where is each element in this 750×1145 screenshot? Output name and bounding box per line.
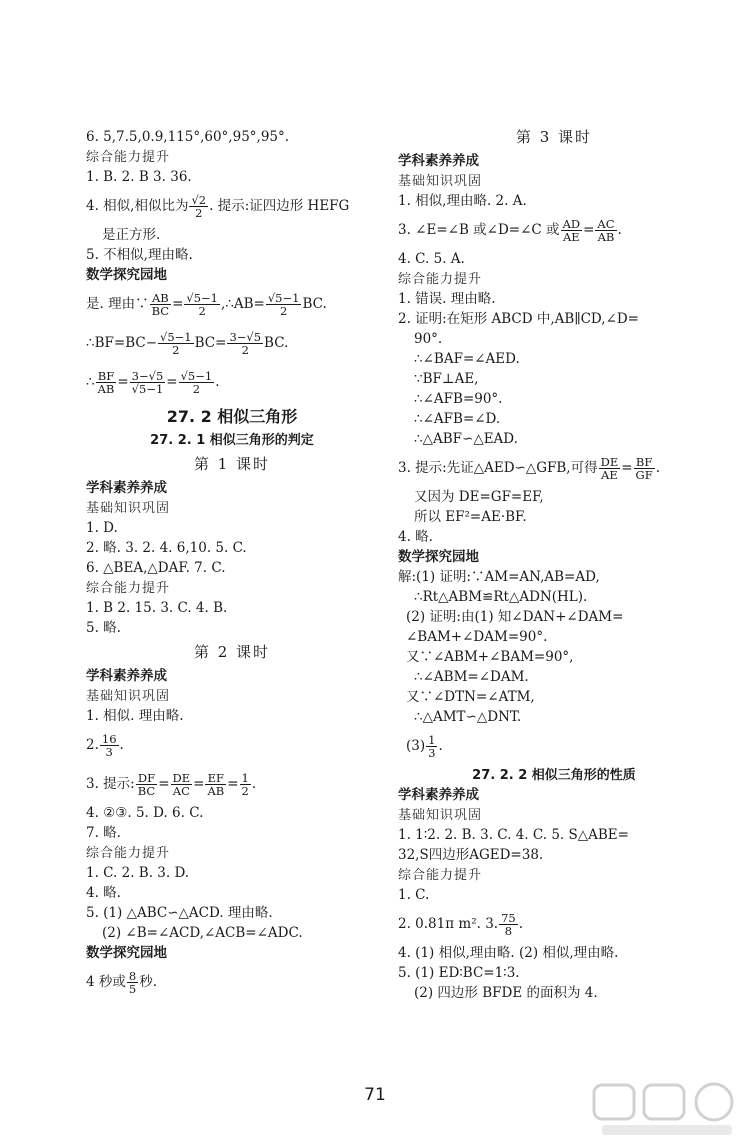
answer-line: 解:(1) 证明:∵AM=AN,AB=AD, — [398, 569, 600, 585]
text: (3) — [406, 738, 426, 754]
text: . — [215, 374, 220, 390]
answer-line — [86, 194, 378, 219]
section-heading: 数学探究园地 — [398, 549, 479, 565]
answer-line: 1. C. 2. B. 3. D. — [86, 865, 190, 881]
answer-line: 1. 1∶2. 2. B. 3. C. 4. C. 5. S△ABE= — [398, 827, 629, 843]
denominator: 3 — [428, 746, 436, 760]
answer-line: 7. 略. — [86, 825, 121, 841]
answer-line: 32,S四边形AGED=38. — [398, 847, 544, 863]
text: 3. 提示:先证△AED∽△GFB,可得 — [398, 460, 598, 476]
denominator: AB — [207, 784, 225, 798]
fraction — [227, 331, 263, 356]
text: 3. ∠E=∠B 或∠D=∠C 或 — [398, 222, 560, 238]
text: = — [227, 776, 239, 792]
text: . 提示:证四边形 HEFG — [209, 198, 350, 214]
answer-line — [398, 456, 710, 481]
answer-line — [398, 734, 710, 759]
denominator: GF — [635, 468, 653, 482]
text: 秒. — [139, 974, 158, 990]
answer-line: 1. 相似,理由略. 2. A. — [398, 193, 527, 209]
numerator: √5−1 — [160, 330, 192, 344]
text: BC. — [264, 335, 289, 351]
fraction — [595, 218, 616, 243]
text: = — [117, 374, 129, 390]
answer-line: 6. 5,7.5,0.9,115°,60°,95°,95°. — [86, 129, 290, 145]
answer-line: 5. (1) △ABC∽△ACD. 理由略. — [86, 905, 273, 921]
text: ∴BF=BC− — [86, 335, 158, 351]
answer-line: (2) 四边形 BFDE 的面积为 4. — [414, 985, 598, 1001]
numerator: AB — [150, 292, 171, 305]
text: . — [617, 222, 622, 238]
answer-line: 4. ②③. 5. D. 6. C. — [86, 805, 204, 821]
text: 4 秒或 — [86, 974, 126, 990]
numerator: AC — [597, 217, 615, 231]
denominator: 5 — [128, 982, 137, 996]
text: ,∴AB= — [220, 296, 265, 312]
answer-line: 1. B. 2. B 3. 36. — [86, 169, 192, 185]
fraction — [634, 456, 655, 481]
answer-line: ∴△ABF∽△EAD. — [414, 431, 518, 447]
section-heading: 学科素养养成 — [398, 787, 479, 803]
fraction — [240, 772, 251, 797]
denominator: 2 — [198, 304, 206, 318]
fraction — [561, 218, 583, 243]
numerator: 1 — [241, 771, 249, 785]
answer-line: 6. △BEA,△DAF. 7. C. — [86, 560, 226, 576]
fraction — [100, 733, 119, 758]
section-heading: 综合能力提升 — [86, 846, 171, 861]
text: 是. 理由∵ — [86, 296, 149, 312]
denominator: 2 — [172, 343, 180, 357]
answer-line: (2) 证明:由(1) 知∠DAN+∠DAM= — [406, 609, 624, 625]
section-heading: 综合能力提升 — [398, 272, 483, 287]
answer-line — [398, 218, 710, 243]
answer-line: ∴△AMT∽△DNT. — [414, 709, 522, 725]
denominator: AB — [97, 382, 115, 396]
denominator: √5−1 — [131, 382, 164, 396]
text: 2. — [86, 737, 99, 753]
text: = — [621, 460, 633, 476]
numerator: DE — [172, 771, 191, 785]
answer-line — [86, 292, 378, 317]
answer-line: 2. 略. 3. 2. 4. 6,10. 5. C. — [86, 540, 247, 556]
fraction — [189, 194, 208, 219]
text: . — [119, 737, 124, 753]
text: BC. — [302, 296, 327, 312]
answer-line: 2. 证明:在矩形 ABCD 中,AB∥CD,∠D= — [398, 311, 639, 327]
numerator: 8 — [128, 969, 137, 983]
section-heading: 学科素养养成 — [398, 153, 479, 169]
answer-line: 5. 不相似,理由略. — [86, 247, 193, 263]
numerator: AD — [562, 217, 581, 231]
numerator: √5−1 — [267, 291, 300, 305]
denominator: BC — [137, 784, 156, 798]
denominator: AC — [172, 784, 190, 798]
text: BC= — [194, 335, 227, 351]
answer-line: 1. 错误. 理由略. — [398, 291, 496, 307]
fraction — [179, 370, 215, 395]
numerator: BF — [634, 456, 655, 469]
subsection-title: 27. 2. 1 相似三角形的判定 — [150, 433, 314, 448]
denominator: 2 — [195, 206, 203, 220]
denominator: 2 — [241, 343, 249, 357]
answer-line: 所以 EF²=AE·BF. — [414, 509, 527, 525]
answer-line: ∵BF⊥AE, — [414, 371, 479, 387]
fraction — [136, 772, 157, 797]
numerator: EF — [205, 772, 226, 785]
section-heading: 基础知识巩固 — [86, 689, 171, 704]
numerator: DF — [136, 772, 157, 785]
fraction — [599, 456, 621, 481]
right-column — [398, 130, 710, 1001]
text: 2. 0.81π m². 3. — [398, 916, 499, 932]
answer-line — [86, 772, 378, 797]
denominator: 3 — [105, 745, 113, 759]
answer-line: ∴∠ABM=∠DAM. — [414, 669, 529, 685]
section-heading: 综合能力提升 — [86, 581, 171, 596]
answer-line: 是正方形. — [102, 227, 161, 243]
text: = — [583, 222, 595, 238]
fraction — [130, 370, 166, 395]
fraction — [499, 912, 518, 937]
answer-line: ∴Rt△ABM≌Rt△ADN(HL). — [414, 589, 588, 605]
answer-line: 90°. — [414, 331, 443, 347]
answer-line: 1. C. — [398, 887, 430, 903]
answer-line — [86, 331, 378, 356]
section-heading: 数学探究园地 — [86, 945, 167, 961]
numerator: 1 — [428, 733, 436, 747]
section-heading: 综合能力提升 — [86, 150, 171, 165]
chapter-title: 27. 2 相似三角形 — [166, 407, 298, 426]
fraction — [184, 292, 220, 317]
text: . — [438, 738, 443, 754]
denominator: 2 — [241, 784, 249, 798]
fraction — [127, 970, 138, 995]
text: . — [655, 460, 660, 476]
lesson-title: 第 3 课时 — [515, 128, 593, 146]
denominator: BC — [151, 304, 170, 318]
numerator: BF — [96, 370, 117, 383]
fraction — [150, 292, 171, 317]
answer-line: 5. 略. — [86, 620, 121, 636]
text: 4. 相似,相似比为 — [86, 198, 189, 214]
section-heading: 基础知识巩固 — [398, 174, 483, 189]
answer-line: 4. 略. — [398, 529, 433, 545]
answer-line: ∴∠BAF=∠AED. — [414, 351, 520, 367]
answer-line: 又∵∠DTN=∠ATM, — [406, 689, 535, 705]
denominator: AE — [562, 230, 580, 244]
left-column — [86, 130, 378, 995]
section-heading: 学科素养养成 — [86, 668, 167, 684]
section-heading: 学科素养养成 — [86, 480, 167, 496]
fraction — [158, 331, 194, 356]
section-heading: 基础知识巩固 — [86, 501, 171, 516]
answer-line: 又因为 DE=GF=EF, — [414, 489, 544, 505]
answer-line — [86, 970, 378, 995]
fraction — [266, 292, 302, 317]
text: ∴ — [86, 374, 95, 390]
numerator: √5−1 — [180, 369, 213, 383]
text: = — [166, 374, 178, 390]
answer-line: 1. 相似. 理由略. — [86, 708, 184, 724]
numerator: 16 — [101, 732, 117, 746]
text: . — [251, 776, 257, 792]
fraction — [426, 734, 437, 759]
text: = — [172, 296, 184, 312]
numerator: √2 — [191, 193, 207, 207]
denominator: 2 — [192, 382, 201, 396]
answer-line — [86, 733, 378, 758]
answer-line: 4. 略. — [86, 885, 121, 901]
numerator: 75 — [501, 911, 516, 925]
text: 3. 提示: — [86, 776, 135, 792]
section-heading: 综合能力提升 — [398, 868, 483, 883]
denominator: 8 — [504, 924, 513, 938]
fraction — [171, 772, 193, 797]
text: . — [518, 916, 524, 932]
lesson-title: 第 2 课时 — [193, 643, 271, 661]
answer-line: ∴∠AFB=90°. — [414, 391, 503, 407]
answer-line: ∠BAM+∠DAM=90°. — [406, 629, 548, 645]
denominator: AE — [601, 468, 618, 482]
fraction — [96, 370, 117, 395]
answer-line: 1. B 2. 15. 3. C. 4. B. — [86, 600, 228, 616]
answer-line: 又∵∠ABM+∠BAM=90°, — [406, 649, 574, 665]
page-number: 71 — [364, 1085, 386, 1105]
answer-line: 4. (1) 相似,理由略. (2) 相似,理由略. — [398, 945, 619, 961]
text: = — [193, 776, 205, 792]
subsection-title: 27. 2. 2 相似三角形的性质 — [472, 768, 636, 783]
answer-line — [86, 370, 378, 395]
denominator: AB — [597, 230, 615, 244]
section-heading: 基础知识巩固 — [398, 808, 483, 823]
section-heading: 数学探究园地 — [86, 267, 167, 283]
answer-line: ∴∠AFB=∠D. — [414, 411, 501, 427]
numerator: 3−√5 — [229, 330, 262, 344]
numerator: DE — [600, 455, 619, 469]
watermark-logo-icon — [592, 1081, 742, 1139]
numerator: √5−1 — [186, 291, 218, 305]
answer-line: 1. D. — [86, 520, 118, 536]
answer-line: 4. C. 5. A. — [398, 251, 465, 267]
numerator: 3−√5 — [131, 369, 164, 383]
answer-line — [398, 912, 710, 937]
answer-line: (2) ∠B=∠ACD,∠ACB=∠ADC. — [102, 925, 303, 941]
lesson-title: 第 1 课时 — [193, 455, 271, 473]
denominator: 2 — [280, 304, 288, 318]
answer-line: 5. (1) ED∶BC=1∶3. — [398, 965, 520, 981]
text: = — [158, 776, 170, 792]
fraction — [205, 772, 226, 797]
